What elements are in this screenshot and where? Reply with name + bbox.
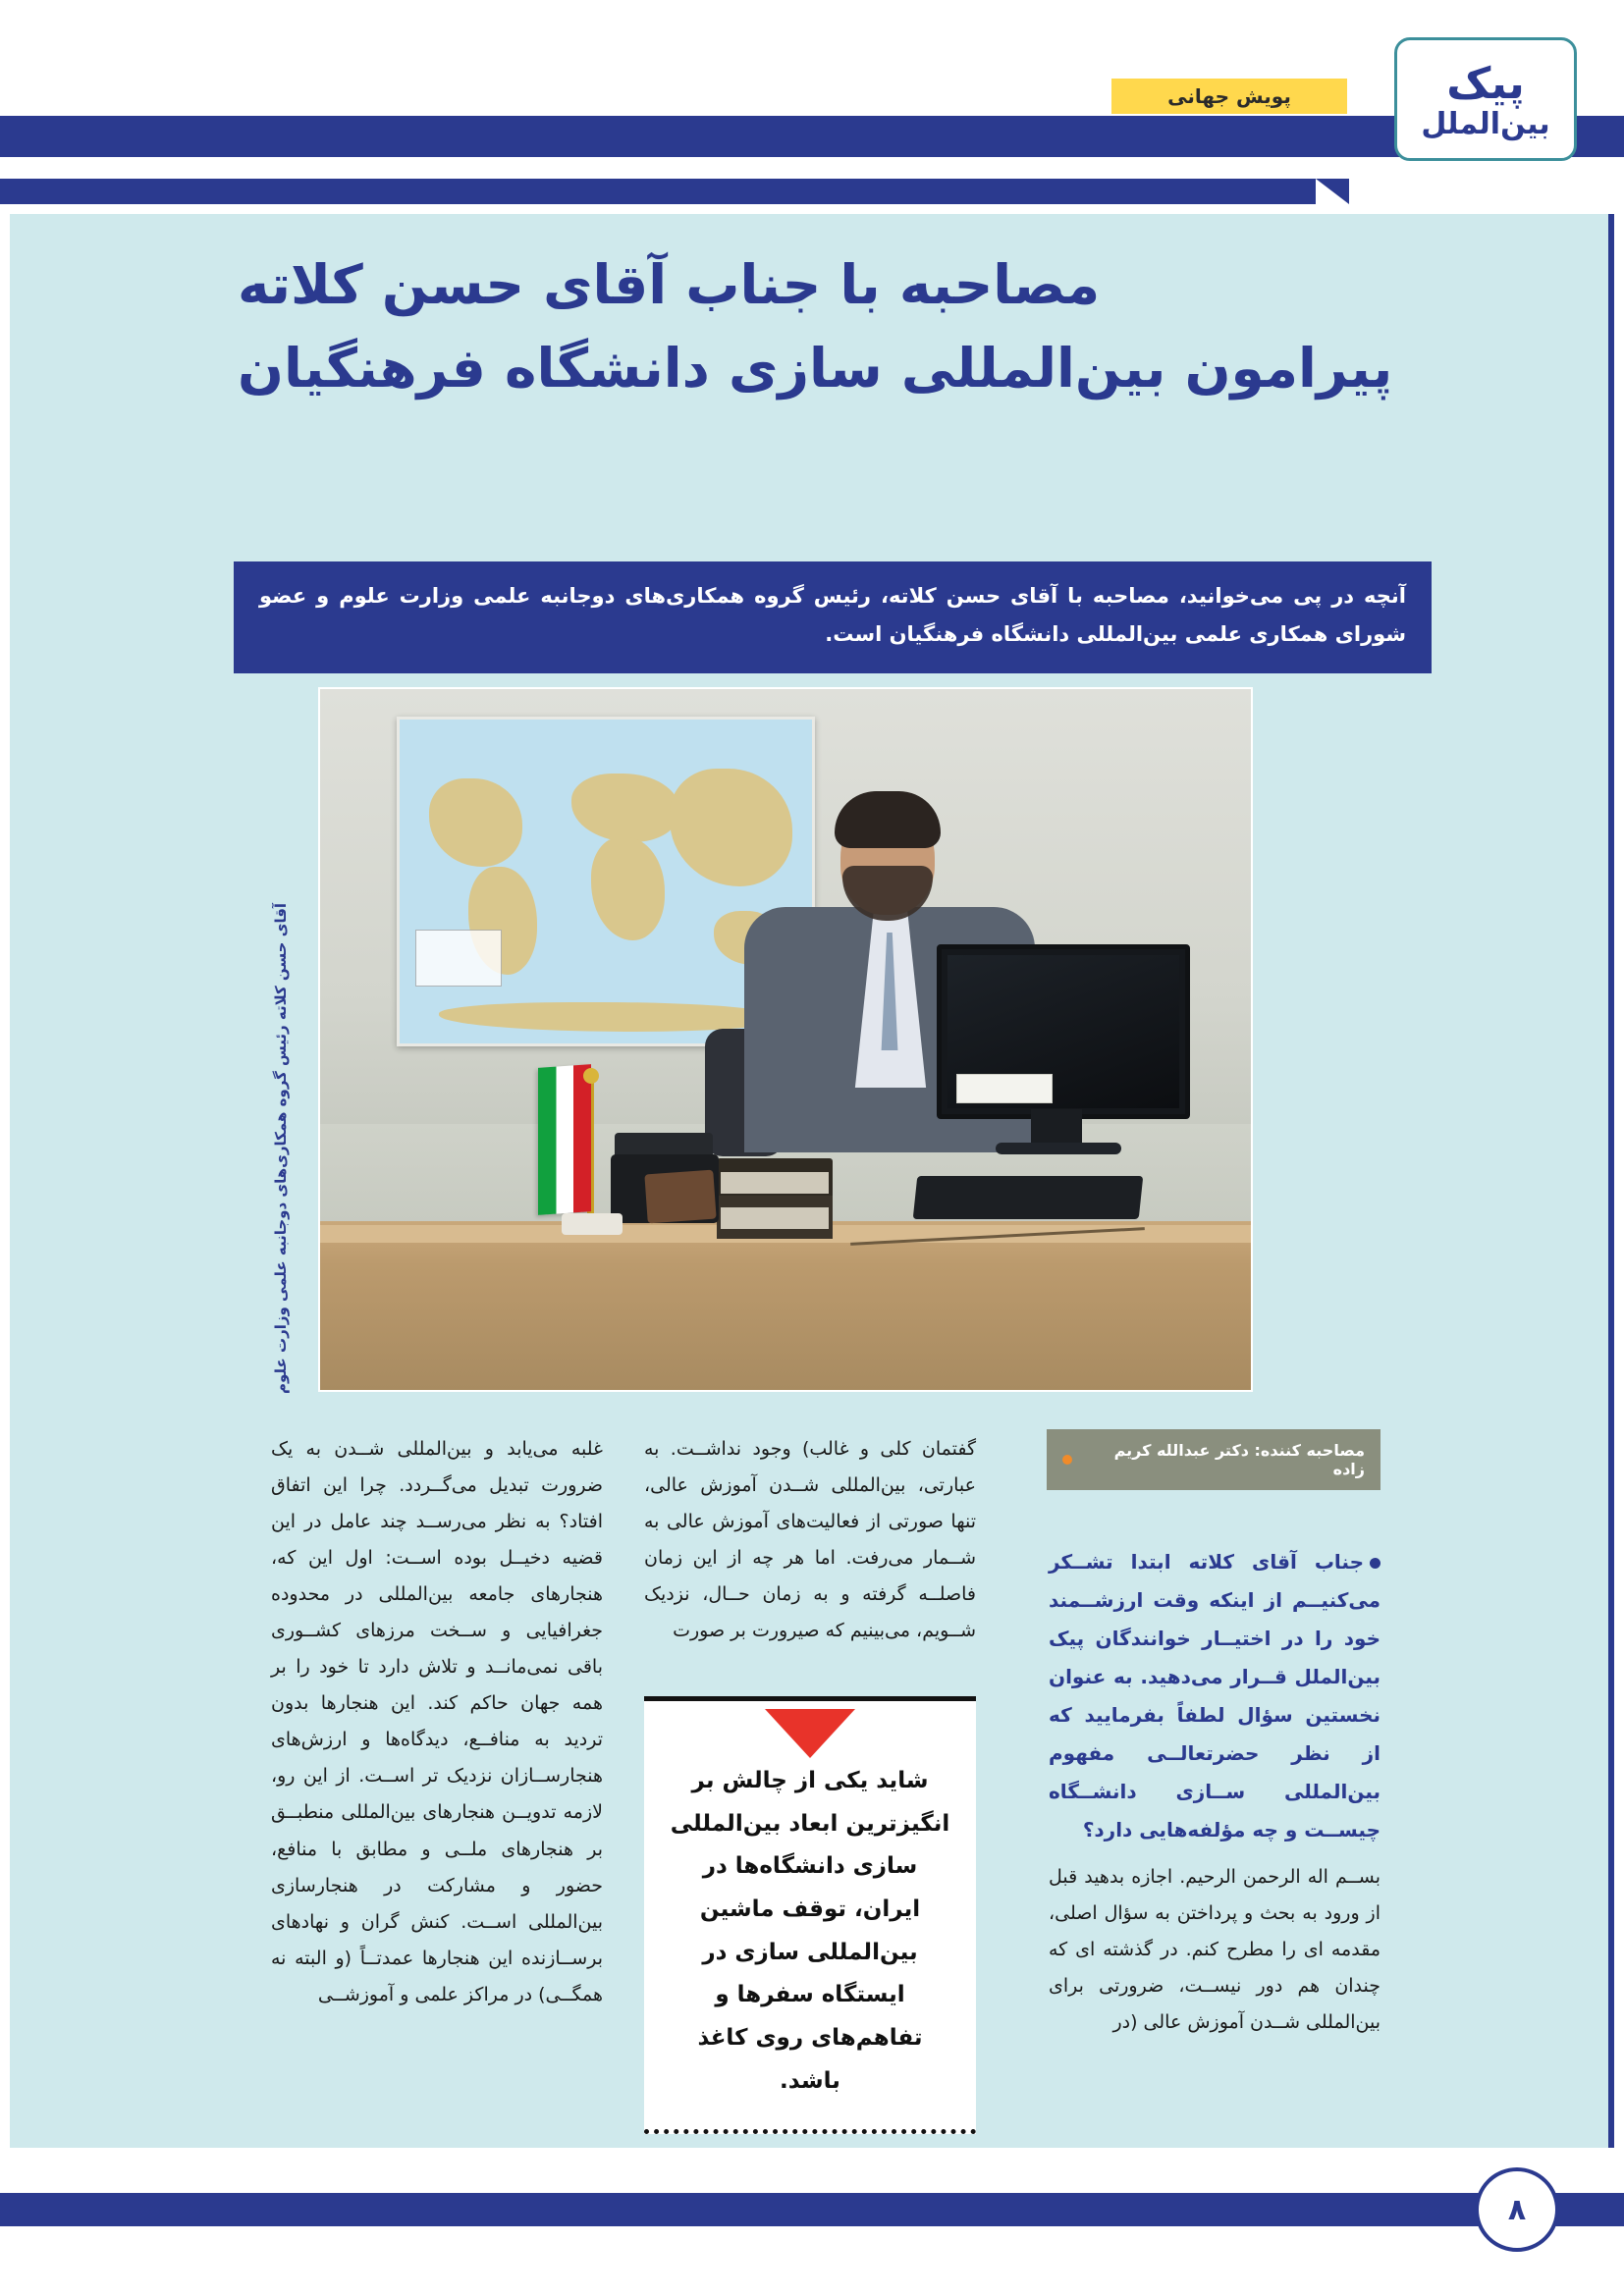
- page-number: [1475, 2167, 1559, 2252]
- leather-folder: [644, 1170, 716, 1224]
- photo-illustration: [320, 689, 1251, 1390]
- section-tag: [1111, 79, 1347, 114]
- interviewer-credit: [1047, 1429, 1380, 1490]
- column-left: [1049, 1543, 1380, 2051]
- pull-quote-text: شاید یکی از چالش بر انگیزترین ابعاد بین‌المللی سازی دانشگاه‌ها در ایران، توقف ماشین بین‌المللی سازی در ایستگاه سفرها و تفاهم‌های روی کاغذ باشد.: [670, 1768, 950, 2094]
- footer-band: [0, 2193, 1624, 2226]
- section-tag-label: پویش جهانی: [1167, 84, 1291, 108]
- footer-band-gap: [0, 2226, 1624, 2236]
- page-number-label: ۸: [1507, 2192, 1527, 2227]
- article-lead-text: آنچه در پی می‌خوانید، مصاحبه با آقای حسن کلاته، رئیس گروه همکاری‌های دوجانبه علمی وزارت علوم و عضو شورای همکاری علمی بین‌المللی دانشگاه فرهنگیان است.: [259, 584, 1406, 646]
- page-title: [238, 243, 1553, 411]
- pull-quote: [644, 1696, 976, 2134]
- header-band: [0, 116, 1624, 157]
- triangle-arrow-icon: [765, 1709, 855, 1758]
- body-paragraph: گفتمان کلی و غالب) وجود نداشــت. به عبارتی، بین‌المللی شــدن آموزش عالی، تنها صورتی از فعالیت‌های آموزش عالی به شــمار می‌رفت. اما هر چه از این زمان فاصلــه گرفته و به زمان حــال، نزدیک شــویم، می‌بینیم که صیرورت بر صورت: [644, 1438, 976, 1642]
- article-lead: [234, 561, 1432, 673]
- book-cover-band: [721, 1207, 829, 1229]
- header-band-secondary: [0, 179, 1316, 204]
- monitor-sticker: [956, 1074, 1053, 1103]
- logo-line-2: بین‌الملل: [1421, 106, 1550, 141]
- interview-question-text: جناب آقای کلاته ابتدا تشــکر می‌کنیــم از اینکه وقت ارزشــمند خود را در اختیــار خوانندگان پیک بین‌الملل قــرار می‌دهید. به عنوان نخستین سؤال لطفاً بفرمایید که از نظر حضر‌تعالــی مفهوم بین‌المللی ســازی دانشــگاه چیســت و چه مؤلفه‌هایی دارد؟: [1049, 1550, 1380, 1842]
- interview-answer: بســم اله الرحمن الرحیم. اجازه بدهید قبل از ورود به بحث و پرداختن به سؤال اصلی، مقدمه ای را مطرح کنم. در گذشته ای که چندان هم دور نیســت، ضرورتی برای بین‌المللی شــدن آموزش عالی (در: [1049, 1866, 1380, 2034]
- article-photo: [318, 687, 1253, 1392]
- flag-base: [562, 1213, 623, 1235]
- bullet-dot-icon: [1062, 1455, 1072, 1465]
- photo-caption: آقای حسن کلاته رئیس گروه همکاری‌های دوجانبه علمی وزارت علوم: [272, 903, 290, 1395]
- monitor-base: [996, 1143, 1121, 1154]
- header-band-corner: [1316, 179, 1349, 204]
- magazine-logo: [1394, 37, 1577, 161]
- column-middle: [644, 1431, 976, 1659]
- person-hair: [835, 791, 941, 848]
- interviewer-label: مصاحبه کننده: دکتر عبدالله کریم زاده: [1113, 1441, 1365, 1478]
- keyboard-icon: [913, 1176, 1144, 1219]
- title-line-1: مصاحبه با جناب آقای حسن کلاته: [238, 253, 1101, 316]
- flag-finial: [583, 1068, 599, 1084]
- desk: [320, 1221, 1251, 1390]
- body-paragraph: غلبه می‌یابد و بین‌المللی شــدن به یک ضرورت تبدیل می‌گــردد. چرا این اتفاق افتاد؟ به نظر می‌رســد چند عامل در این قضیه دخیــل بوده اســت: اول این که، هنجارهای جامعه بین‌المللی در محدوده جغرافیایی و ســخت مرزهای کشــوری باقی نمی‌مانــد و تلاش دارد تا خود را بر همه جهان حاکم کند. این هنجارها بدون تردید به منافــع، دیدگاه‌ها و ارزش‌های هنجارســازان نزدیک تر اســت. از این رو، لازمه تدویــن هنجارهای بین‌المللی منطبــق بر هنجارهای ملــی و مطابق با منافع، حضور و مشارکت در هنجارسازی بین‌المللی اســت. کنش گران و نهادهای برســازنده این هنجارها عمدتــاً (و البته نه همگــی) در مراکز علمی و آموزشــی: [271, 1438, 603, 2005]
- iran-flag-icon: [538, 1064, 591, 1215]
- header-band-gap: [0, 157, 1624, 179]
- map-legend: [415, 930, 502, 987]
- book-cover-band: [721, 1172, 829, 1194]
- interview-question: [1049, 1543, 1380, 1849]
- title-line-2: پیرامون بین‌المللی سازی دانشگاه فرهنگیان: [238, 337, 1393, 400]
- bullet-dot-icon: [1370, 1558, 1380, 1569]
- logo-line-1: پیک: [1446, 58, 1525, 109]
- column-right: [271, 1431, 603, 2023]
